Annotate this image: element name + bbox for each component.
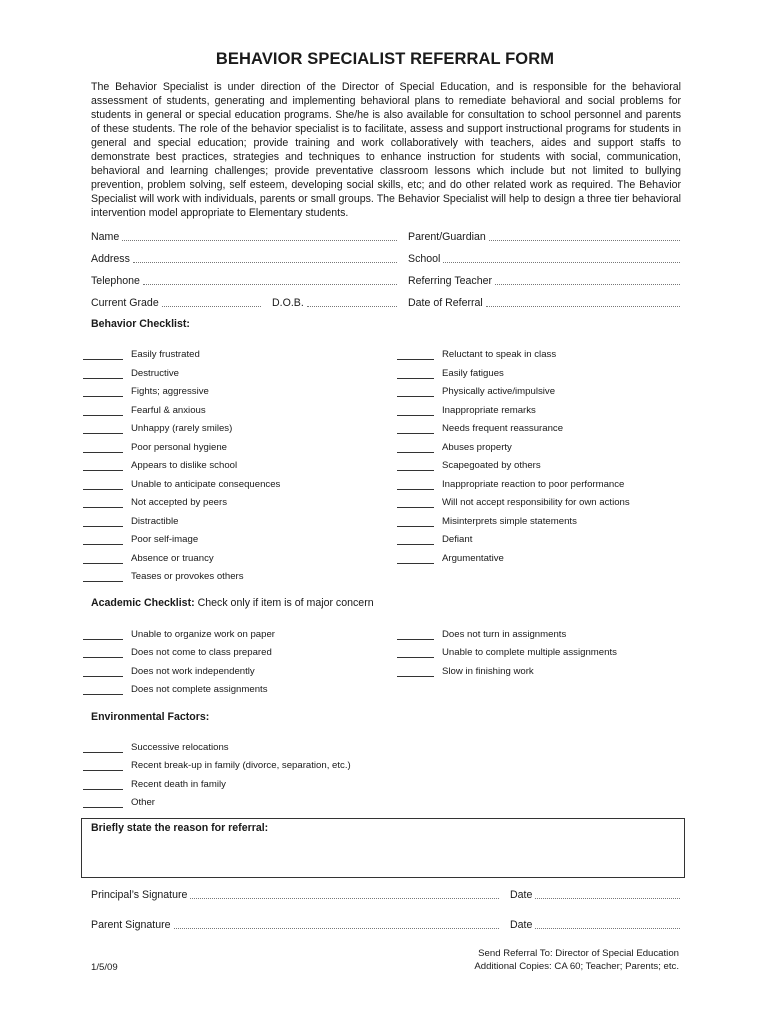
behavior-item[interactable] xyxy=(83,442,227,453)
environmental-factors-heading: Environmental Factors: xyxy=(91,711,210,723)
behavior-item-label: Needs frequent reassurance xyxy=(442,423,564,434)
school-label: School xyxy=(408,253,441,265)
check-blank[interactable] xyxy=(397,387,434,397)
parent-signature-field[interactable] xyxy=(91,918,499,931)
behavior-item-label: Fearful & anxious xyxy=(131,405,206,416)
environment-item[interactable] xyxy=(83,797,155,808)
principal-date-line[interactable] xyxy=(535,888,680,899)
parent-signature-line[interactable] xyxy=(174,918,499,929)
referral-reason-label: Briefly state the reason for referral: xyxy=(91,822,269,834)
check-blank[interactable] xyxy=(83,369,123,379)
environment-item[interactable] xyxy=(83,779,226,790)
behavior-item-label: Unable to anticipate consequences xyxy=(131,479,281,490)
address-label: Address xyxy=(91,253,130,265)
behavior-item-label: Distractible xyxy=(131,516,179,527)
date-of-referral-label: Date of Referral xyxy=(408,297,483,309)
behavior-item-label: Destructive xyxy=(131,368,179,379)
behavior-item-label: Inappropriate remarks xyxy=(442,405,536,416)
check-blank[interactable] xyxy=(83,667,123,677)
send-referral-to: Send Referral To: Director of Special Education xyxy=(478,948,679,959)
referring-teacher-label: Referring Teacher xyxy=(408,275,493,287)
academic-item-label: Slow in finishing work xyxy=(442,666,534,677)
behavior-item[interactable] xyxy=(83,516,178,527)
behavior-item[interactable] xyxy=(397,368,504,379)
principal-signature-field[interactable] xyxy=(91,888,499,901)
behavior-item-label: Not accepted by peers xyxy=(131,497,227,508)
check-blank[interactable] xyxy=(83,406,123,416)
footer-routing xyxy=(474,947,679,973)
date-of-referral-field[interactable] xyxy=(408,296,680,309)
behavior-item-label: Reluctant to speak in class xyxy=(442,349,557,360)
name-field[interactable] xyxy=(91,230,397,243)
check-blank[interactable] xyxy=(397,350,434,360)
telephone-label: Telephone xyxy=(91,275,140,287)
behavior-item[interactable] xyxy=(397,516,577,527)
behavior-item[interactable] xyxy=(83,405,206,416)
check-blank[interactable] xyxy=(83,517,123,527)
check-blank[interactable] xyxy=(83,685,123,695)
behavior-item[interactable] xyxy=(397,386,555,397)
environment-item-label: Successive relocations xyxy=(131,742,229,753)
behavior-item-label: Inappropriate reaction to poor performance xyxy=(442,479,625,490)
telephone-line[interactable] xyxy=(143,274,397,285)
check-blank[interactable] xyxy=(83,535,123,545)
academic-item[interactable] xyxy=(83,666,255,677)
check-blank[interactable] xyxy=(397,443,434,453)
behavior-item-label: Teases or provokes others xyxy=(131,571,244,582)
additional-copies: Additional Copies: CA 60; Teacher; Parents; etc. xyxy=(474,961,679,972)
parent-signature-label: Parent Signature xyxy=(91,919,171,931)
school-field[interactable] xyxy=(408,252,680,265)
check-blank[interactable] xyxy=(83,443,123,453)
check-blank[interactable] xyxy=(83,498,123,508)
check-blank[interactable] xyxy=(397,667,434,677)
environment-item-label: Recent break-up in family (divorce, separation, etc.) xyxy=(131,760,351,771)
behavior-item-label: Abuses property xyxy=(442,442,512,453)
check-blank[interactable] xyxy=(397,424,434,434)
academic-heading-note: Check only if item is of major concern xyxy=(194,597,374,609)
check-blank[interactable] xyxy=(83,480,123,490)
parent-date-field[interactable] xyxy=(510,918,680,931)
check-blank[interactable] xyxy=(83,743,123,753)
dob-label: D.O.B. xyxy=(272,297,304,309)
academic-item[interactable] xyxy=(83,647,272,658)
behavior-item[interactable] xyxy=(83,386,209,397)
academic-item-label: Does not come to class prepared xyxy=(131,647,272,658)
date-of-referral-line[interactable] xyxy=(486,296,680,307)
parent-date-label: Date xyxy=(510,919,533,931)
intro-paragraph: The Behavior Specialist is under direction of the Director of Special Education, and is responsible for the behavioral assessment of students, generating and implementing behavioral plans to remediate behavioral and social problems for students in general or special education programs. She/he is also available for consultation to school personnel and parents of these students. The role of the behavior specialist is to facilitate, assess and support instructional programs for students in general and special education; provide training and work collaboratively with teachers, aides and support staffs to demonstrate best practices, strategies and techniques to enhance instruction for students with social, communication, behavioral and learning challenges; provide preventative classroom lessons which include but not limited to bullying prevention, problem solving, self esteem, developing social skills, etc; and do other related work as required. The Behavior Specialist will work with individuals, parents or small groups. The Behavior Specialist will help to design a three tier behavioral intervention model appropriate to Elementary students. xyxy=(91,81,681,219)
behavior-item-label: Poor self-image xyxy=(131,534,199,545)
check-blank[interactable] xyxy=(83,461,123,471)
address-line[interactable] xyxy=(133,252,397,263)
current-grade-field[interactable] xyxy=(91,296,261,309)
parent-guardian-label: Parent/Guardian xyxy=(408,231,486,243)
behavior-item-label: Argumentative xyxy=(442,553,504,564)
referring-teacher-line[interactable] xyxy=(495,274,680,285)
form-title: BEHAVIOR SPECIALIST REFERRAL FORM xyxy=(215,50,555,68)
current-grade-label: Current Grade xyxy=(91,297,159,309)
principal-date-label: Date xyxy=(510,889,533,901)
check-blank[interactable] xyxy=(397,554,434,564)
check-blank[interactable] xyxy=(83,630,123,640)
environment-item-label: Other xyxy=(131,797,155,808)
check-blank[interactable] xyxy=(83,350,123,360)
check-blank[interactable] xyxy=(83,424,123,434)
behavior-item-label: Poor personal hygiene xyxy=(131,442,228,453)
academic-item[interactable] xyxy=(397,666,534,677)
principal-signature-label: Principal’s Signature xyxy=(91,889,188,901)
dob-field[interactable] xyxy=(272,296,397,309)
behavior-checklist-heading: Behavior Checklist: xyxy=(91,318,190,330)
parent-guardian-line[interactable] xyxy=(489,230,680,241)
academic-item[interactable] xyxy=(83,684,268,695)
behavior-item[interactable] xyxy=(397,553,504,564)
academic-item-label: Does not work independently xyxy=(131,666,255,677)
parent-date-line[interactable] xyxy=(535,918,680,929)
behavior-item[interactable] xyxy=(83,479,280,490)
behavior-item[interactable] xyxy=(83,571,244,582)
behavior-item-label: Physically active/impulsive xyxy=(442,386,556,397)
behavior-item[interactable] xyxy=(83,460,237,471)
behavior-item[interactable] xyxy=(83,497,227,508)
telephone-field[interactable] xyxy=(91,274,397,287)
behavior-item-label: Easily frustrated xyxy=(131,349,200,360)
environment-item[interactable] xyxy=(83,760,351,771)
academic-item[interactable] xyxy=(83,629,275,640)
behavior-item-label: Fights; aggressive xyxy=(131,386,209,397)
name-line[interactable] xyxy=(122,230,397,241)
check-blank[interactable] xyxy=(83,572,123,582)
behavior-item[interactable] xyxy=(83,423,232,434)
check-blank[interactable] xyxy=(83,761,123,771)
academic-item-label: Does not turn in assignments xyxy=(442,629,567,640)
check-blank[interactable] xyxy=(397,406,434,416)
check-blank[interactable] xyxy=(397,461,434,471)
behavior-item[interactable] xyxy=(397,534,472,545)
behavior-item-label: Defiant xyxy=(442,534,473,545)
behavior-item-label: Easily fatigues xyxy=(442,368,504,379)
check-blank[interactable] xyxy=(83,798,123,808)
dob-line[interactable] xyxy=(307,296,397,307)
behavior-item[interactable] xyxy=(83,553,214,564)
check-blank[interactable] xyxy=(397,630,434,640)
behavior-item[interactable] xyxy=(397,460,541,471)
behavior-item[interactable] xyxy=(83,349,200,360)
environment-item-label: Recent death in family xyxy=(131,779,226,790)
behavior-item[interactable] xyxy=(397,497,630,508)
check-blank[interactable] xyxy=(397,535,434,545)
behavior-item[interactable] xyxy=(397,405,536,416)
check-blank[interactable] xyxy=(397,498,434,508)
behavior-item-label: Will not accept responsibility for own actions xyxy=(442,497,630,508)
check-blank[interactable] xyxy=(83,387,123,397)
behavior-item[interactable] xyxy=(397,479,624,490)
name-label: Name xyxy=(91,231,120,243)
check-blank[interactable] xyxy=(397,369,434,379)
behavior-item-label: Scapegoated by others xyxy=(442,460,541,471)
principal-date-field[interactable] xyxy=(510,888,680,901)
behavior-item[interactable] xyxy=(83,534,198,545)
academic-item[interactable] xyxy=(397,629,566,640)
check-blank[interactable] xyxy=(83,648,123,658)
academic-item[interactable] xyxy=(397,647,617,658)
behavior-item[interactable] xyxy=(397,442,512,453)
behavior-item-label: Unhappy (rarely smiles) xyxy=(131,423,233,434)
principal-signature-line[interactable] xyxy=(190,888,499,899)
behavior-item[interactable] xyxy=(397,349,556,360)
address-field[interactable] xyxy=(91,252,397,265)
behavior-item[interactable] xyxy=(397,423,563,434)
check-blank[interactable] xyxy=(397,480,434,490)
academic-item-label: Does not complete assignments xyxy=(131,684,268,695)
parent-guardian-field[interactable] xyxy=(408,230,680,243)
academic-checklist-heading xyxy=(91,597,374,609)
referral-reason-box[interactable] xyxy=(81,818,685,878)
academic-item-label: Unable to organize work on paper xyxy=(131,629,275,640)
referring-teacher-field[interactable] xyxy=(408,274,680,287)
behavior-item-label: Misinterprets simple statements xyxy=(442,516,577,527)
academic-heading-text: Academic Checklist: xyxy=(91,597,195,609)
behavior-item[interactable] xyxy=(83,368,179,379)
check-blank[interactable] xyxy=(83,554,123,564)
school-line[interactable] xyxy=(443,252,680,263)
environment-item[interactable] xyxy=(83,742,229,753)
check-blank[interactable] xyxy=(83,780,123,790)
academic-item-label: Unable to complete multiple assignments xyxy=(442,647,617,658)
behavior-item-label: Absence or truancy xyxy=(131,553,214,564)
current-grade-line[interactable] xyxy=(162,296,261,307)
check-blank[interactable] xyxy=(397,517,434,527)
check-blank[interactable] xyxy=(397,648,434,658)
form-version-date: 1/5/09 xyxy=(91,962,118,973)
behavior-item-label: Appears to dislike school xyxy=(131,460,238,471)
